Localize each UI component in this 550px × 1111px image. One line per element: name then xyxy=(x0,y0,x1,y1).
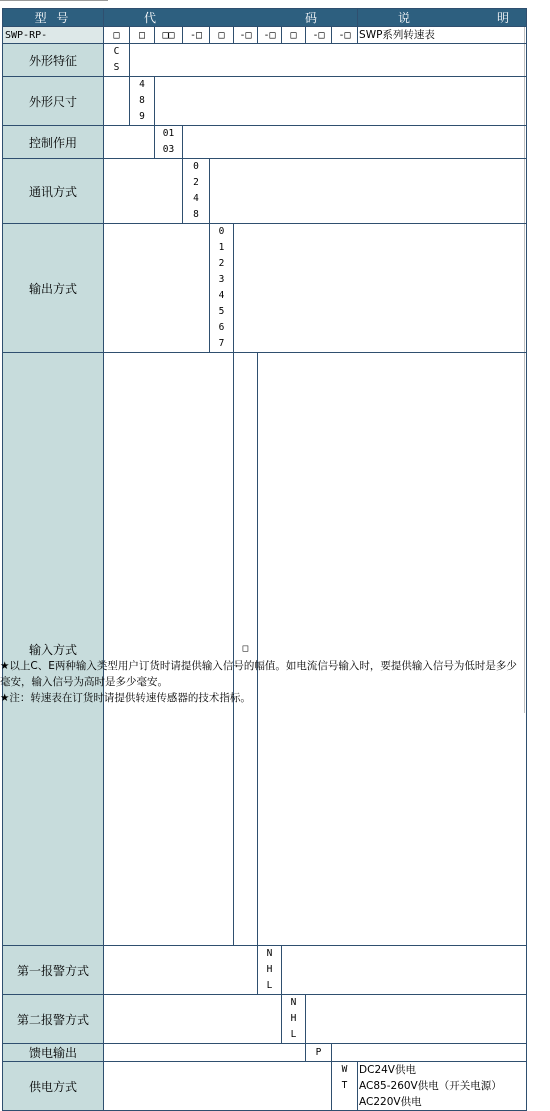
row-label: 通讯方式 xyxy=(3,159,104,224)
blank-span xyxy=(210,159,527,224)
blank-span xyxy=(104,1062,332,1111)
spec-row xyxy=(3,1062,527,1111)
code-cell: 0 1 2 3 4 5 6 7 xyxy=(210,224,234,353)
blank-span xyxy=(104,159,183,224)
code-box-7: -□ xyxy=(258,27,282,44)
model-description: SWP系列转速表 xyxy=(358,27,527,44)
header-code: 代 码 xyxy=(104,9,358,27)
code-cell: 0 2 4 8 xyxy=(183,159,210,224)
blank-span xyxy=(332,1044,527,1062)
blank-span xyxy=(104,224,210,353)
header-description: 说 明 xyxy=(358,9,527,27)
code-cell: 01 03 xyxy=(155,126,183,159)
blank-span xyxy=(104,995,282,1044)
blank-cell xyxy=(104,77,130,126)
row-label: 外形尺寸 xyxy=(3,77,104,126)
spec-row xyxy=(3,77,527,126)
header-model: 型 号 xyxy=(3,9,104,27)
code-box-9: -□ xyxy=(306,27,332,44)
row-label: 第二报警方式 xyxy=(3,995,104,1044)
row-label: 第一报警方式 xyxy=(3,946,104,995)
blank-span xyxy=(258,353,527,946)
spec-row xyxy=(3,1044,527,1062)
blank-span xyxy=(183,126,527,159)
code-cell: W T xyxy=(332,1062,358,1111)
model-selection-table xyxy=(2,8,527,1111)
code-cell: N H L xyxy=(258,946,282,995)
blank-span xyxy=(282,946,527,995)
row-label: 输入方式 xyxy=(3,353,104,946)
header-row xyxy=(3,9,527,27)
blank-span xyxy=(130,44,527,77)
spec-row xyxy=(3,946,527,995)
row-label: 馈电输出 xyxy=(3,1044,104,1062)
blank-span xyxy=(104,946,258,995)
spec-row xyxy=(3,44,527,77)
row-label: 输出方式 xyxy=(3,224,104,353)
blank-span xyxy=(104,1044,306,1062)
row-label: 外形特征 xyxy=(3,44,104,77)
blank-span xyxy=(155,77,527,126)
spec-row xyxy=(3,126,527,159)
note-input-amplitude: ★以上C、E两种输入类型用户订货时请提供输入信号的幅值。如电流信号输入时，要提供输入信号为低时是多少毫安，输入信号为高时是多少毫安。 xyxy=(0,660,517,688)
code-cell: C S xyxy=(104,44,130,77)
order-notes xyxy=(0,658,524,706)
spec-row xyxy=(3,159,527,224)
top-rule xyxy=(0,0,108,1)
blank-span xyxy=(104,353,234,946)
code-box-3: □□ xyxy=(155,27,183,44)
blank-span xyxy=(104,126,155,159)
model-row xyxy=(3,27,527,44)
spec-row xyxy=(3,353,527,946)
code-box-8: □ xyxy=(282,27,306,44)
desc-cell: DC24V供电 AC85-260V供电（开关电源） AC220V供电 xyxy=(358,1062,527,1111)
code-box-10: -□ xyxy=(332,27,358,44)
code-box-6: -□ xyxy=(234,27,258,44)
note-sensor-spec: ★注：转速表在订货时请提供转速传感器的技术指标。 xyxy=(0,692,251,704)
row-label: 控制作用 xyxy=(3,126,104,159)
blank-span xyxy=(234,224,527,353)
blank-span xyxy=(306,995,527,1044)
code-cell: P xyxy=(306,1044,332,1062)
code-box-2: □ xyxy=(130,27,155,44)
model-prefix: SWP-RP- xyxy=(3,27,104,44)
row-label: 供电方式 xyxy=(3,1062,104,1111)
code-cell: □ xyxy=(234,353,258,946)
code-cell: N H L xyxy=(282,995,306,1044)
spec-row xyxy=(3,224,527,353)
spec-row xyxy=(3,995,527,1044)
code-cell: 4 8 9 xyxy=(130,77,155,126)
code-box-1: □ xyxy=(104,27,130,44)
code-box-4: -□ xyxy=(183,27,210,44)
code-box-5: □ xyxy=(210,27,234,44)
